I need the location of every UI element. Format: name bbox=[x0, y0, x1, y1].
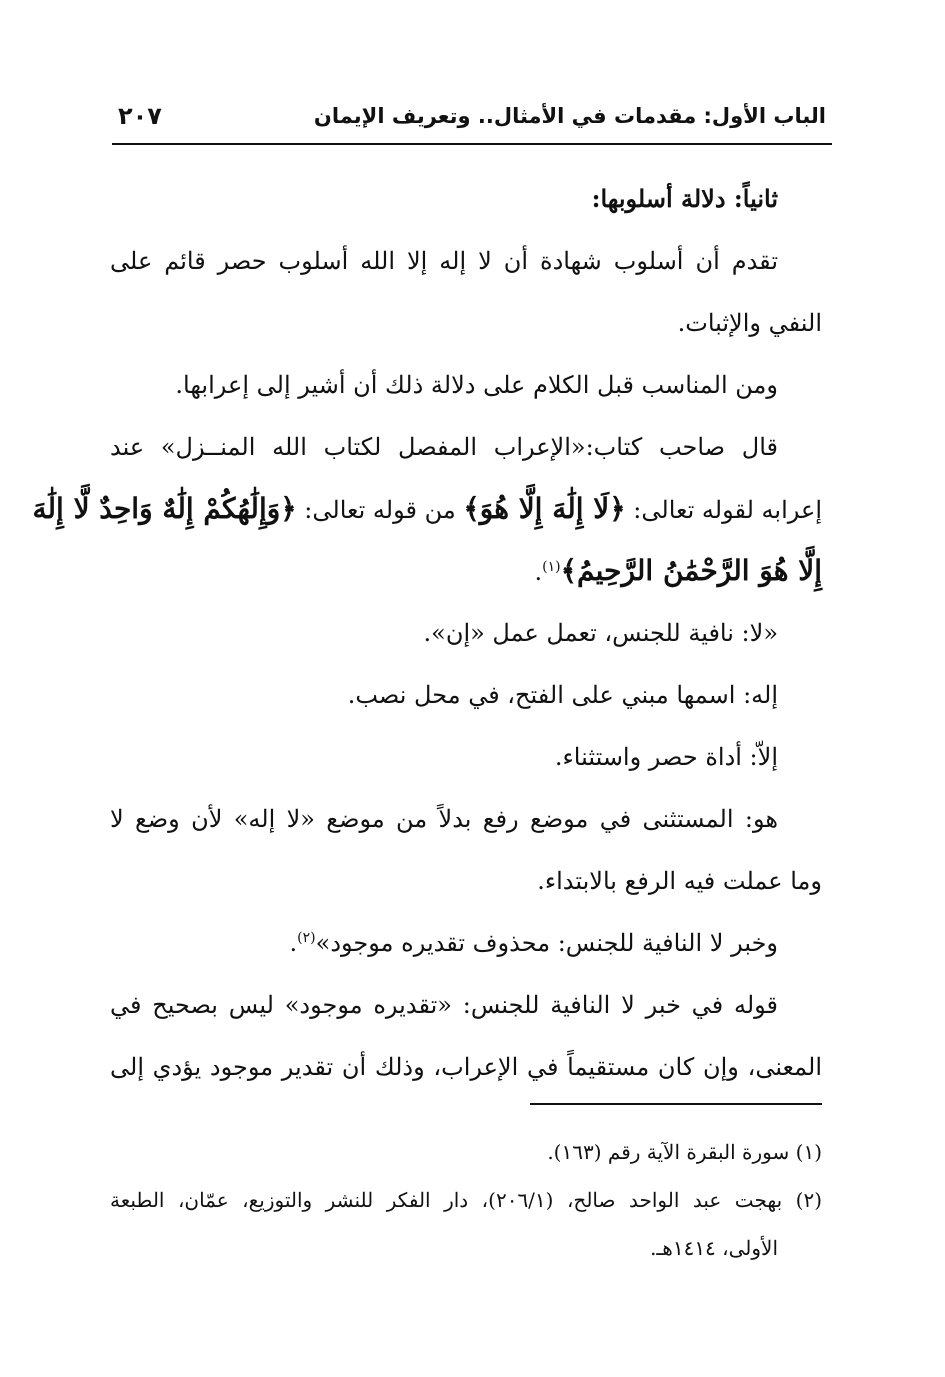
section-heading: ثانياً: دلالة أسلوبها: bbox=[591, 184, 778, 213]
paragraph-line: ومن المناسب قبل الكلام على دلالة ذلك أن أشير إلى إعرابها. bbox=[175, 371, 778, 399]
quran-verse: ﴿وَإِلَٰهُكُمْ إِلَٰهٌ وَاحِدٌ لَّا إِلَٰهَ bbox=[32, 492, 297, 525]
footnotes bbox=[110, 1128, 822, 1272]
paragraph-line: المعنى، وإن كان مستقيماً في الإعراب، وذلك أن تقدير موجود يؤدي إلى bbox=[110, 1053, 822, 1081]
body-text bbox=[32, 168, 822, 1098]
paragraph-line bbox=[110, 540, 822, 602]
paragraph-line: النفي والإثبات. bbox=[677, 309, 822, 337]
running-header bbox=[112, 100, 832, 144]
footnote-1: (١) سورة البقرة الآية رقم (١٦٣). bbox=[547, 1140, 822, 1164]
text-segment: من قوله تعالى: bbox=[296, 496, 464, 524]
parse-line: هو: المستثنى في موضع رفع بدلاً من موضع «لا إله» لأن وضع لا bbox=[110, 805, 778, 833]
parse-line: إلاّ: أداة حصر واستثناء. bbox=[554, 743, 778, 771]
footnote-ref: (١) bbox=[542, 559, 561, 575]
footnote-2-continued: الأولى، ١٤١٤هـ. bbox=[650, 1236, 778, 1260]
quran-verse: ﴿لَا إِلَٰهَ إِلَّا هُوَ﴾ bbox=[463, 492, 626, 525]
parse-line: إله: اسمها مبني على الفتح، في محل نصب. bbox=[347, 681, 778, 709]
paragraph-line: قوله في خبر لا النافية للجنس: «تقديره موجود» ليس بصحيح في bbox=[110, 991, 778, 1019]
footnote-separator bbox=[530, 1103, 822, 1105]
parse-line: وما عملت فيه الرفع بالابتداء. bbox=[537, 867, 822, 895]
text-segment: إعرابه لقوله تعالى: bbox=[625, 496, 822, 524]
chapter-title: الباب الأول: مقدمات في الأمثال.. وتعريف الإيمان bbox=[313, 104, 826, 128]
paragraph-line bbox=[32, 478, 822, 540]
footnote-2: (٢) بهجت عبد الواحد صالح، (٢٠٦/١)، دار الفكر للنشر والتوزيع، عمّان، الطبعة bbox=[110, 1188, 822, 1212]
paragraph-line: تقدم أن أسلوب شهادة أن لا إله إلا الله أسلوب حصر قائم على bbox=[110, 247, 778, 275]
quran-verse: إِلَّا هُوَ الرَّحْمَٰنُ الرَّحِيمُ﴾ bbox=[560, 554, 822, 587]
footnote-ref: (٢) bbox=[297, 930, 316, 946]
paragraph-line: قال صاحب كتاب:«الإعراب المفصل لكتاب الله المنــزل» عند bbox=[110, 433, 778, 461]
text-segment: وخبر لا النافية للجنس: محذوف تقديره موجود» bbox=[315, 929, 778, 957]
parse-line bbox=[110, 912, 822, 974]
page-number: ٢٠٧ bbox=[118, 102, 162, 130]
text-segment: . bbox=[289, 929, 298, 957]
header-rule bbox=[112, 143, 832, 145]
parse-line: «لا: نافية للجنس، تعمل عمل «إن». bbox=[423, 619, 778, 647]
text-segment: . bbox=[534, 558, 543, 586]
